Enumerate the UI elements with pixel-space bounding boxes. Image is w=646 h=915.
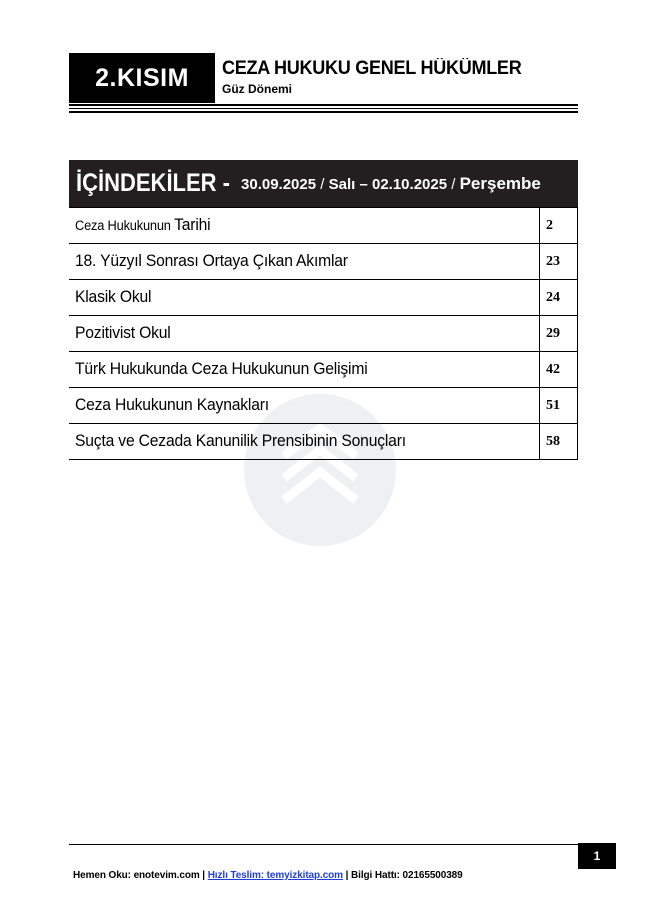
footer-rule <box>69 844 578 845</box>
toc-dates: 30.09.2025 / Salı – 02.10.2025 / Perşembe <box>241 173 541 193</box>
footer-text: Hemen Oku: enotevim.com | Hızlı Teslim: temyizkitap.com | Bilgi Hattı: 02165500389 <box>73 870 463 881</box>
toc-item-page: 2 <box>540 208 578 244</box>
toc-row[interactable] <box>69 352 578 388</box>
toc-item-page: 29 <box>540 316 578 352</box>
toc-heading: İÇİNDEKİLER - <box>76 169 231 197</box>
header-rule-bottom <box>69 111 578 113</box>
toc-row[interactable] <box>69 424 578 460</box>
toc-item-title[interactable]: Pozitivist Okul <box>69 316 540 352</box>
toc-item-page: 42 <box>540 352 578 388</box>
toc-row[interactable] <box>69 280 578 316</box>
toc-item-page: 58 <box>540 424 578 460</box>
toc-item-page: 23 <box>540 244 578 280</box>
toc-item-title[interactable]: Ceza Hukukunun Kaynakları <box>69 388 540 424</box>
footer-info-line: Bilgi Hattı: 02165500389 <box>351 870 463 881</box>
toc-row[interactable] <box>69 316 578 352</box>
toc-item-page: 24 <box>540 280 578 316</box>
toc-item-title[interactable]: Ceza Hukukunun Tarihi <box>69 208 540 244</box>
toc-item-title[interactable]: 18. Yüzyıl Sonrası Ortaya Çıkan Akımlar <box>69 244 540 280</box>
toc-row[interactable] <box>69 388 578 424</box>
footer-delivery-link[interactable]: Hızlı Teslim: temyizkitap.com <box>207 870 343 881</box>
header-rule-middle <box>69 108 578 109</box>
toc-heading-bar <box>69 160 578 207</box>
document-subtitle: Güz Dönemi <box>222 82 293 96</box>
document-title: CEZA HUKUKU GENEL HÜKÜMLER <box>222 58 522 79</box>
toc-item-title[interactable]: Klasik Okul <box>69 280 540 316</box>
toc-row[interactable] <box>69 244 578 280</box>
toc-item-page: 51 <box>540 388 578 424</box>
toc-item-title[interactable]: Suçta ve Cezada Kanunilik Prensibinin Sonuçları <box>69 424 540 460</box>
part-label: 2.KISIM <box>69 53 215 103</box>
page-number: 1 <box>578 843 616 869</box>
footer-read-link[interactable]: Hemen Oku: enotevim.com <box>73 870 200 881</box>
toc-row[interactable] <box>69 208 578 244</box>
toc-table <box>69 207 578 460</box>
toc-item-title[interactable]: Türk Hukukunda Ceza Hukukunun Gelişimi <box>69 352 540 388</box>
header-rule-top <box>69 104 578 106</box>
